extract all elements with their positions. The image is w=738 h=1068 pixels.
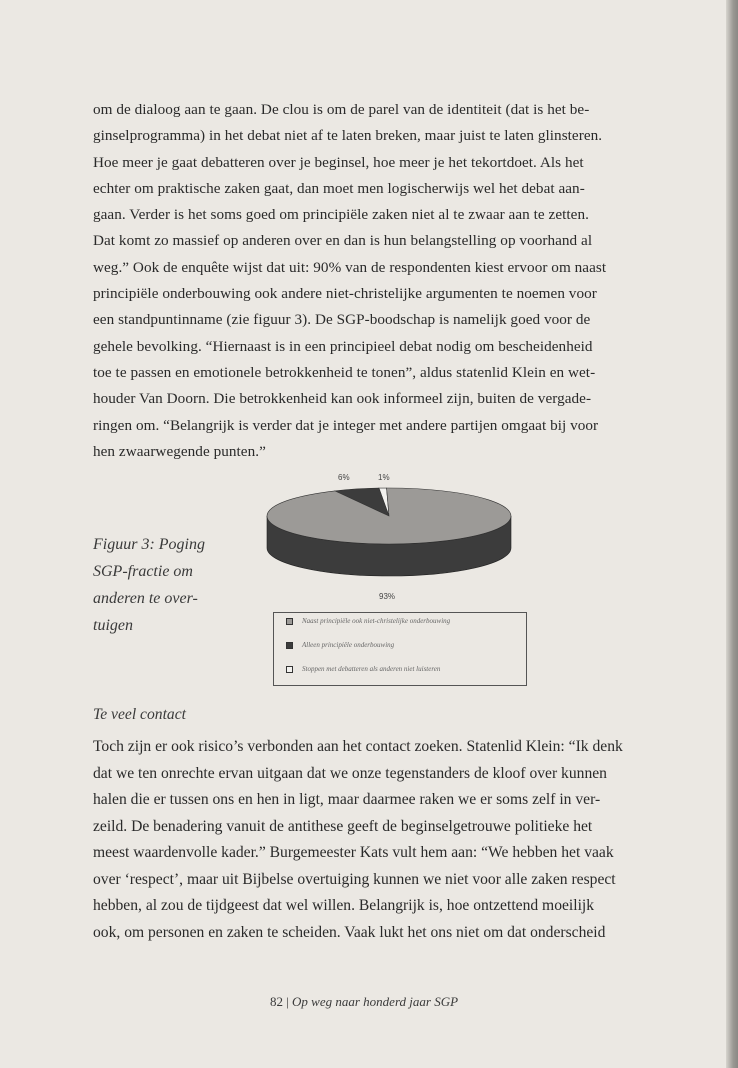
text-line: Dat komt zo massief op anderen over en dan is hun belangstelling op voorhand al bbox=[93, 232, 593, 250]
legend-item bbox=[286, 617, 450, 625]
text-line: toe te passen en emotionele betrokkenheid te tonen”, aldus statenlid Klein en wet- bbox=[93, 363, 596, 381]
figure-caption bbox=[93, 531, 233, 639]
legend-label: Stoppen met debatteren als anderen niet luisteren bbox=[302, 665, 441, 673]
legend-label: Naast principiële ook niet-christelijke onderbouwing bbox=[302, 617, 451, 625]
text-line: dat we ten onrechte ervan uitgaan dat we onze tegenstanders de kloof over kunnen bbox=[93, 764, 607, 782]
text-line: gehele bevolking. “Hiernaast is in een principieel debat nodig om bescheidenheid bbox=[93, 337, 593, 355]
data-label-0: 93% bbox=[379, 592, 396, 601]
text-line: een standpuntinname (zie figuur 3). De SGP-boodschap is namelijk goed voor de bbox=[93, 311, 591, 329]
section-subheading: Te veel contact bbox=[93, 706, 186, 723]
second-paragraph bbox=[93, 734, 693, 946]
book-title: Op weg naar honderd jaar SGP bbox=[292, 994, 459, 1009]
text-line: houder Van Doorn. Die betrokkenheid kan ook informeel zijn, buiten de vergade- bbox=[93, 390, 592, 408]
page-edge-shadow bbox=[726, 0, 738, 1068]
body-paragraph bbox=[93, 97, 673, 465]
pie-chart bbox=[252, 470, 524, 610]
text-line: hebben, al zou de tijdgeest dat wel willen. Belangrijk is, hoe ontzettend moeilijk bbox=[93, 897, 595, 914]
data-label-1: 6% bbox=[338, 473, 350, 482]
caption-line: Figuur 3: Poging bbox=[93, 536, 205, 553]
data-label-2: 1% bbox=[378, 473, 390, 482]
text-line: zeild. De benadering vanuit de antithese geeft de beginselgetrouwe politieke het bbox=[93, 817, 593, 835]
text-line: weg.” Ook de enquête wijst dat uit: 90% van de respondenten kiest ervoor om naast bbox=[93, 258, 607, 276]
page-footer bbox=[0, 994, 728, 1010]
text-line: halen die er tussen ons en hen in ligt, maar daarmee raken we er soms zelf in ver- bbox=[93, 791, 601, 808]
pie-slice-0 bbox=[267, 488, 511, 544]
text-line: ginselprogramma) in het debat niet af te laten breken, maar juist te laten glinsteren. bbox=[93, 127, 603, 145]
caption-line: tuigen bbox=[93, 617, 133, 634]
text-line: Toch zijn er ook risico’s verbonden aan het contact zoeken. Statenlid Klein: “Ik denk bbox=[93, 738, 623, 755]
page-number: 82 bbox=[269, 994, 283, 1009]
legend-label: Alleen principiële onderbouwing bbox=[302, 641, 395, 649]
footer-separator: | bbox=[286, 994, 289, 1009]
text-line: om de dialoog aan te gaan. De clou is om de parel van de identiteit (dat is het be- bbox=[93, 101, 590, 118]
text-line: over ‘respect’, maar uit Bijbelse overtuiging kunnen we niet voor alle zaken respect bbox=[93, 870, 616, 888]
text-line: gaan. Verder is het soms goed om principiële zaken niet al te zwaar aan te zetten. bbox=[93, 206, 589, 224]
caption-line: SGP-fractie om bbox=[93, 563, 193, 580]
legend-swatch bbox=[286, 618, 293, 625]
text-line: ringen om. “Belangrijk is verder dat je integer met andere partijen omgaat bij voor bbox=[93, 416, 599, 434]
text-line: hen zwaarwegende punten.” bbox=[93, 442, 266, 460]
text-line: ook, om personen en zaken te scheiden. Vaak lukt het ons niet om dat onderscheid bbox=[93, 923, 606, 941]
legend-swatch bbox=[286, 642, 293, 649]
legend-item bbox=[286, 641, 394, 649]
legend-item bbox=[286, 665, 440, 673]
text-line: meest waardenvolle kader.” Burgemeester Kats vult hem aan: “We hebben het vaak bbox=[93, 844, 614, 861]
legend-swatch bbox=[286, 666, 293, 673]
text-line: echter om praktische zaken gaat, dan moet men logischerwijs wel het debat aan- bbox=[93, 179, 585, 197]
text-line: principiële onderbouwing ook andere niet-christelijke argumenten te noemen voor bbox=[93, 285, 597, 303]
text-line: Hoe meer je gaat debatteren over je beginsel, hoe meer je het tekortdoet. Als het bbox=[93, 153, 584, 171]
chart-legend bbox=[273, 612, 527, 686]
caption-line: anderen te over- bbox=[93, 590, 198, 607]
